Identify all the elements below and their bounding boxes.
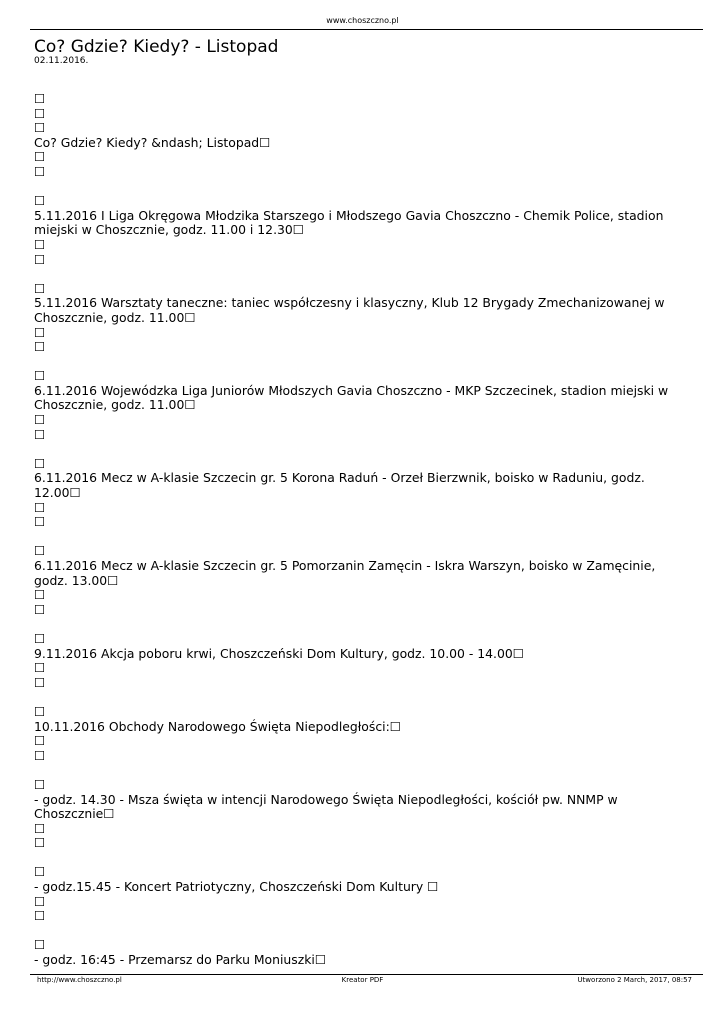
event-item: - godz. 14.30 - Msza święta w intencji Narodowego Święta Niepodległości, kościół pw. NNMP w Choszcznie☐ [34, 791, 618, 822]
page-title: Co? Gdzie? Kiedy? - Listopad [34, 37, 279, 57]
spacer [34, 267, 674, 282]
placeholder-box: ☐ [34, 601, 46, 617]
placeholder-box: ☐ [34, 514, 46, 530]
placeholder-box: ☐ [34, 893, 46, 909]
placeholder-box: ☐ [34, 368, 46, 384]
event-item: 6.11.2016 Mecz w A-klasie Szczecin gr. 5 Korona Raduń - Orzeł Bierzwnik, boisko w Raduniu, godz. 12.00☐ [34, 470, 645, 501]
placeholder-box: ☐ [34, 193, 46, 209]
event-item: 10.11.2016 Obchody Narodowego Święta Niepodległości:☐ [34, 718, 401, 734]
placeholder-box: ☐ [34, 543, 46, 559]
article-heading-line: Co? Gdzie? Kiedy? &ndash; Listopad☐ [34, 134, 271, 150]
header-divider [30, 29, 703, 30]
placeholder-box: ☐ [34, 674, 46, 690]
article-body [34, 92, 674, 968]
spacer [34, 530, 674, 545]
placeholder-box: ☐ [34, 105, 46, 121]
footer-created-date: Utworzono 2 March, 2017, 08:57 [577, 976, 692, 984]
event-item: 5.11.2016 Warsztaty taneczne: taniec współczesny i klasyczny, Klub 12 Brygady Zmechanizowanej w Choszcznie, godz. 11.00☐ [34, 295, 665, 325]
event-item: 5.11.2016 I Liga Okręgowa Młodzika Starszego i Młodszego Gavia Choszczno - Chemik Police, stadion miejski w Choszcznie, godz. 11.00 i 12.30☐ [34, 207, 664, 238]
placeholder-box: ☐ [34, 149, 46, 165]
spacer [34, 442, 674, 457]
footer-generator: Kreator PDF [341, 976, 384, 984]
placeholder-box: ☐ [34, 455, 46, 471]
publish-date: 02.11.2016. [34, 56, 89, 66]
placeholder-box: ☐ [34, 280, 46, 296]
placeholder-box: ☐ [34, 835, 46, 851]
footer-url: http://www.choszczno.pl [37, 976, 122, 984]
spacer [34, 763, 674, 778]
placeholder-box: ☐ [34, 91, 46, 106]
placeholder-box: ☐ [34, 120, 46, 136]
event-item: - godz.15.45 - Koncert Patriotyczny, Choszczeński Dom Kultury ☐ [34, 879, 439, 895]
placeholder-box: ☐ [34, 747, 46, 763]
spacer [34, 924, 674, 939]
placeholder-box: ☐ [34, 236, 46, 252]
spacer [34, 355, 674, 370]
placeholder-box: ☐ [34, 908, 46, 924]
footer-divider [30, 974, 703, 975]
placeholder-box: ☐ [34, 251, 46, 267]
placeholder-box: ☐ [34, 339, 46, 355]
event-item: 6.11.2016 Wojewódzka Liga Juniorów Młodszych Gavia Choszczno - MKP Szczecinek, stadion miejski w Choszcznie, godz. 11.00☐ [34, 382, 669, 413]
placeholder-box: ☐ [34, 499, 46, 515]
site-header-url: www.choszczno.pl [326, 16, 399, 25]
spacer [34, 180, 674, 195]
spacer [34, 617, 674, 632]
placeholder-box: ☐ [34, 163, 46, 179]
placeholder-box: ☐ [34, 412, 46, 428]
spacer [34, 690, 674, 705]
placeholder-box: ☐ [34, 733, 46, 749]
placeholder-box: ☐ [34, 820, 46, 836]
placeholder-box: ☐ [34, 660, 46, 676]
placeholder-box: ☐ [34, 937, 46, 953]
placeholder-box: ☐ [34, 776, 46, 792]
spacer [34, 851, 674, 866]
placeholder-box: ☐ [34, 703, 46, 719]
placeholder-box: ☐ [34, 864, 46, 880]
placeholder-box: ☐ [34, 587, 46, 603]
event-item: - godz. 16:45 - Przemarsz do Parku Moniuszki☐ [34, 952, 326, 968]
placeholder-box: ☐ [34, 630, 46, 646]
placeholder-box: ☐ [34, 324, 46, 340]
placeholder-box: ☐ [34, 426, 46, 442]
event-item: 9.11.2016 Akcja poboru krwi, Choszczeński Dom Kultury, godz. 10.00 - 14.00☐ [34, 645, 524, 661]
event-item: 6.11.2016 Mecz w A-klasie Szczecin gr. 5 Pomorzanin Zamęcin - Iskra Warszyn, boisko w Zamęcinie, godz. 13.00☐ [34, 558, 656, 588]
